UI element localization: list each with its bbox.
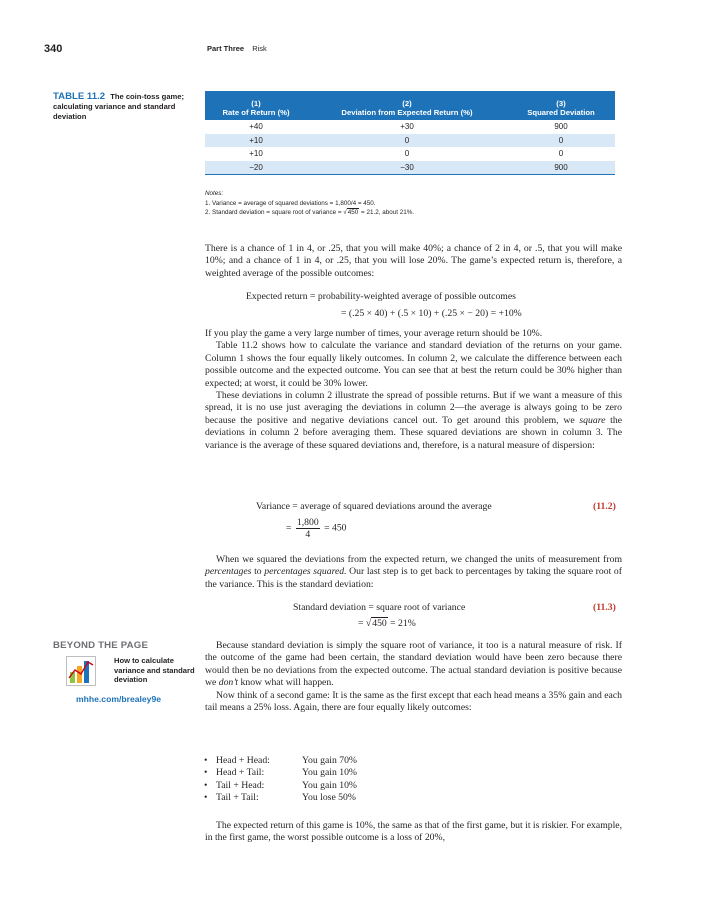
equation-stddev-line2: = √450 = 21% [358,618,416,629]
running-head [207,44,267,53]
page-number: 340 [44,43,63,55]
table-row [205,120,615,134]
table-cell: 0 [507,147,615,161]
outcomes-list [204,755,357,805]
table-cell: +10 [205,134,307,148]
equation-expected-return-line2: = (.25 × 40) + (.5 × 10) + (.25 × − 20) = +10% [341,308,522,319]
beyond-link-text[interactable]: How to calculate variance and standard deviation [114,656,195,685]
paragraph-5: When we squared the deviations from the expected return, we changed the units of measurement from percentages to percentages squared. Our last step is to get back to percentages by taking the square root of the variance. This is the standard deviation: [205,554,622,590]
column-title: Deviation from Expected Return (%) [341,108,473,117]
table-caption-text: The coin-toss game; calculating variance and standard deviation [53,92,185,121]
list-item: • Head + Tail: You gain 10% [204,767,357,779]
equation-stddev-line1: Standard deviation = square root of variance [293,602,466,613]
notes-label: Notes: [205,190,224,197]
running-head-section: Risk [252,44,267,53]
column-number: (2) [402,99,412,108]
column-title: Squared Deviation [527,108,595,117]
table-notes [205,189,414,218]
list-item: • Tail + Tail: You lose 50% [204,792,356,804]
list-item: • Head + Head: You gain 70% [204,755,357,766]
list-item: • Tail + Head: You gain 10% [204,779,357,791]
table-row [205,147,615,161]
note-2: 2. Standard deviation = square root of variance = √450 = 21.2, about 21%. [205,209,415,217]
equation-number-11-2: (11.2) [593,501,616,512]
table-cell: 0 [307,134,507,148]
paragraphs-6-7 [205,640,622,714]
table-row [205,161,615,175]
paragraphs-2-4 [205,328,622,452]
table-cell: 0 [507,134,615,148]
paragraph-2: If you play the game a very large number of times, your average return should be 10%. [205,328,543,339]
table-row [205,134,615,148]
table-cell: +30 [307,120,507,134]
equation-number-11-3: (11.3) [593,602,616,613]
table-caption [53,92,198,122]
running-head-part: Part Three [207,44,245,53]
table-cell: 0 [307,147,507,161]
table-header-row [205,91,615,120]
paragraph-8: The expected return of this game is 10%, the same as that of the first game, but it is riskier. For example, in the first game, the worst possible outcome is a loss of 20%, [205,820,622,844]
column-title: Rate of Return (%) [222,108,290,117]
paragraph-7: Now think of a second game: It is the same as the first except that each head means a 35% gain and each tail means a 25% loss. Again, there are four equally likely outcomes: [205,689,622,714]
table-cell: +40 [205,120,307,134]
equation-expected-return-line1: Expected return = probability-weighted average of possible outcomes [246,291,516,302]
data-table [205,91,615,175]
beyond-the-page-title: BEYOND THE PAGE [53,640,149,651]
column-header [507,91,615,120]
column-number: (1) [251,99,261,108]
table-cell: −30 [307,161,507,175]
table-label: TABLE 11.2 [53,91,106,102]
sqrt-symbol: √450 [365,618,387,629]
table-cell: 900 [507,161,615,175]
column-number: (3) [556,99,566,108]
paragraph-3: Table 11.2 shows how to calculate the variance and standard deviation of the returns on your game. Column 1 shows the four equally likely outcomes. In column 2, we calculate the difference between each possible outcome and the expected outcome. You can see that at best the return could be 30% higher than expected; at worst, it could be 30% lower. [205,340,622,389]
paragraph-6: Because standard deviation is simply the square root of variance, it too is a natural measure of risk. If the outcome of the game had been certain, the standard deviation would have been zero because there would then be no deviations from the expected outcome. The actual standard deviation is positive because we don’t know what will happen. [205,640,622,689]
column-header [307,91,507,120]
fraction: $\frac{1,800}{4}$ [296,517,319,540]
note-1: 1. Variance = average of squared deviations = 1,800/4 = 450. [205,199,376,207]
table-cell: +10 [205,147,307,161]
column-header [205,91,307,120]
table-cell: −20 [205,161,307,175]
paragraph-1: There is a chance of 1 in 4, or .25, that you will make 40%; a chance of 2 in 4, or .5, that you will make 10%; and a chance of 1 in 4, or .25, that you will lose 20%. The game’s expected return is, therefore, a weighted average of the possible outcomes: [205,243,622,279]
equation-variance-line1: Variance = average of squared deviations around the average [256,501,492,512]
beyond-url-link[interactable]: mhhe.com/brealey9e [76,694,162,704]
equation-variance-line2: = $\frac{1,800}{4}$ = 450 [286,517,347,540]
paragraph-4: These deviations in column 2 illustrate the spread of possible returns. But if we want a measure of this spread, it is no use just averaging the deviations in column 2—the average is always going to be zero because the positive and negative deviations cancel out. To get around this problem, we square the deviations in column 2 before averaging them. These squared deviations are shown in column 3. The variance is the average of these squared deviations and, therefore, is a natural measure of dispersion: [205,390,623,451]
sqrt-symbol: √450 [343,209,359,217]
chart-icon[interactable] [66,656,96,686]
table-cell: 900 [507,120,615,134]
